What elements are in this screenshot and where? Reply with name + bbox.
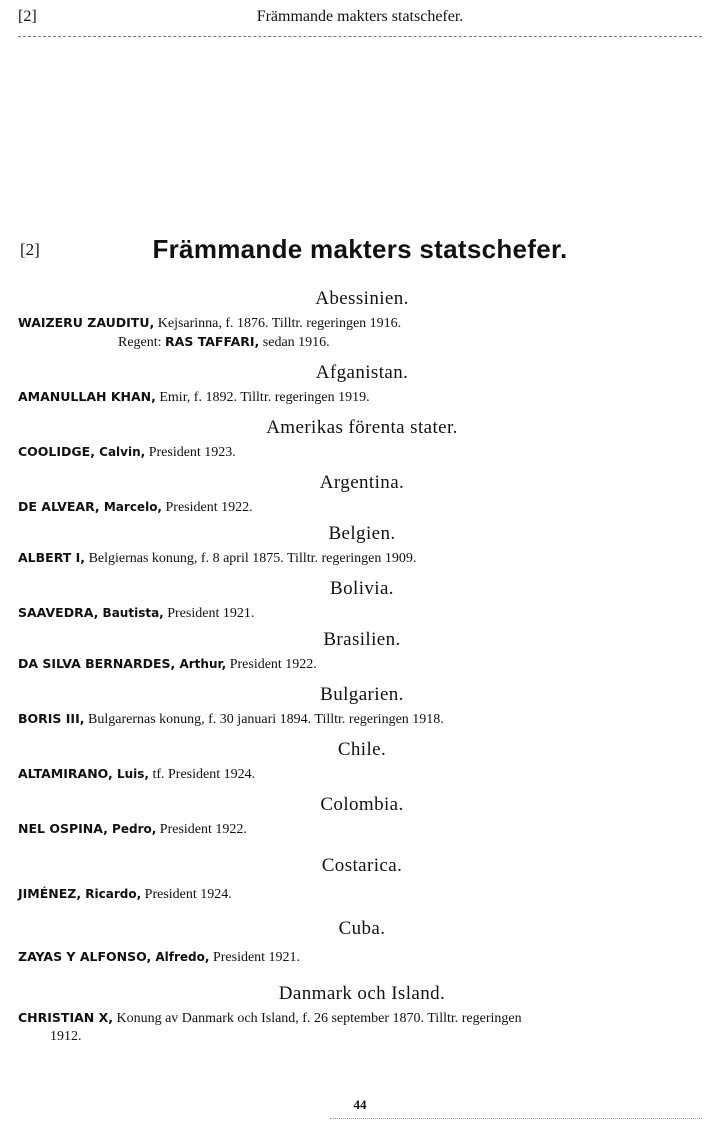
country-heading: Argentina. bbox=[319, 472, 405, 493]
entry-line bbox=[18, 1009, 706, 1028]
header-rule bbox=[18, 36, 702, 37]
entry-line bbox=[18, 443, 706, 462]
entry-line bbox=[18, 948, 706, 967]
ruler-name: CHRISTIAN X, bbox=[18, 1010, 113, 1025]
ruler-name: JIMÉNEZ, bbox=[18, 886, 82, 901]
section-amerikas-forenta-stater bbox=[18, 417, 706, 462]
country-heading: Belgien. bbox=[328, 523, 396, 544]
entry-line bbox=[18, 885, 706, 904]
country-heading: Afganistan. bbox=[315, 362, 409, 383]
country-heading: Danmark och Island. bbox=[278, 983, 446, 1004]
country-heading: Cuba. bbox=[338, 918, 386, 939]
ruler-name: BORIS III, bbox=[18, 711, 85, 726]
page-title: Främmande makters statschefer. bbox=[152, 234, 568, 264]
section-chile bbox=[18, 739, 706, 784]
ruler-details: Konung av Danmark och Island, f. 26 september 1870. Tilltr. regeringen bbox=[112, 1011, 522, 1026]
ruler-details: Kejsarinna, f. 1876. Tilltr. regeringen 1916. bbox=[154, 316, 402, 331]
footer-rule bbox=[330, 1118, 702, 1119]
ruler-name: SAAVEDRA, bbox=[18, 605, 99, 620]
entry-line bbox=[18, 549, 706, 568]
section-argentina bbox=[18, 472, 706, 517]
entry-line bbox=[18, 388, 706, 407]
ruler-name: ALBERT I, bbox=[18, 550, 86, 565]
section-abessinien bbox=[18, 288, 706, 352]
ruler-name: NEL OSPINA, bbox=[18, 821, 108, 836]
country-heading: Amerikas förenta stater. bbox=[266, 417, 458, 438]
section-danmark-och-island bbox=[18, 983, 706, 1046]
regent-line bbox=[18, 333, 706, 352]
ruler-details: President 1922. bbox=[226, 657, 317, 672]
running-head bbox=[18, 8, 702, 32]
entry-continuation: 1912. bbox=[50, 1029, 82, 1044]
entry-line bbox=[18, 655, 706, 674]
country-heading: Abessinien. bbox=[315, 288, 409, 309]
ruler-given-name: Alfredo, bbox=[151, 950, 210, 964]
ruler-given-name: Luis, bbox=[112, 767, 149, 781]
ruler-details: Bulgarernas konung, f. 30 januari 1894. Tilltr. regeringen 1918. bbox=[84, 712, 444, 727]
running-head-number: [2] bbox=[18, 8, 37, 25]
section-afganistan bbox=[18, 362, 706, 407]
country-heading: Chile. bbox=[337, 739, 387, 760]
entry-line bbox=[18, 314, 706, 333]
ruler-given-name: Calvin, bbox=[94, 445, 146, 459]
ruler-name: AMANULLAH KHAN, bbox=[18, 389, 156, 404]
entry-line bbox=[18, 498, 706, 517]
page-footer-number: 44 bbox=[353, 1097, 367, 1112]
section-brasilien bbox=[18, 629, 706, 674]
ruler-name: DE ALVEAR, bbox=[18, 499, 100, 514]
section-costarica bbox=[18, 855, 706, 904]
ruler-given-name: Pedro, bbox=[107, 822, 157, 836]
ruler-name: DA SILVA BERNARDES, bbox=[18, 656, 176, 671]
ruler-name: ALTAMIRANO, bbox=[18, 766, 113, 781]
regent-prefix: Regent: bbox=[118, 335, 166, 350]
entry-line bbox=[18, 604, 706, 623]
section-bulgarien bbox=[18, 684, 706, 729]
country-heading: Brasilien. bbox=[323, 629, 401, 650]
ruler-details: President 1922. bbox=[156, 822, 247, 837]
page-section-number: [2] bbox=[20, 240, 40, 259]
ruler-name: COOLIDGE, bbox=[18, 444, 95, 459]
regent-details: sedan 1916. bbox=[259, 335, 330, 350]
ruler-details: President 1922. bbox=[162, 500, 253, 515]
ruler-given-name: Marcelo, bbox=[99, 500, 162, 514]
ruler-name: WAIZERU ZAUDITU, bbox=[18, 315, 155, 330]
running-head-title: Främmande makters statschefer. bbox=[256, 8, 464, 25]
ruler-details: Emir, f. 1892. Tilltr. regeringen 1919. bbox=[155, 390, 370, 405]
ruler-given-name: Arthur, bbox=[175, 657, 227, 671]
ruler-details: Belgiernas konung, f. 8 april 1875. Tilltr. regeringen 1909. bbox=[85, 551, 417, 566]
ruler-name: ZAYAS Y ALFONSO, bbox=[18, 949, 152, 964]
entry-line bbox=[18, 820, 706, 839]
country-heading: Bulgarien. bbox=[320, 684, 404, 705]
section-bolivia bbox=[18, 578, 706, 623]
ruler-details: President 1924. bbox=[141, 887, 232, 902]
ruler-given-name: Bautista, bbox=[98, 606, 164, 620]
regent-name: RAS TAFFARI, bbox=[165, 334, 260, 349]
ruler-details: tf. President 1924. bbox=[148, 767, 256, 782]
heads-of-state-list bbox=[18, 288, 706, 1056]
section-cuba bbox=[18, 918, 706, 967]
country-heading: Bolivia. bbox=[330, 578, 394, 599]
entry-line bbox=[18, 710, 706, 729]
section-belgien bbox=[18, 523, 706, 568]
ruler-given-name: Ricardo, bbox=[81, 887, 142, 901]
country-heading: Costarica. bbox=[321, 855, 403, 876]
entry-line bbox=[18, 765, 706, 784]
section-colombia bbox=[18, 794, 706, 839]
ruler-details: President 1923. bbox=[145, 445, 236, 460]
ruler-details: President 1921. bbox=[163, 606, 255, 621]
ruler-details: President 1921. bbox=[209, 950, 301, 965]
country-heading: Colombia. bbox=[320, 794, 404, 815]
